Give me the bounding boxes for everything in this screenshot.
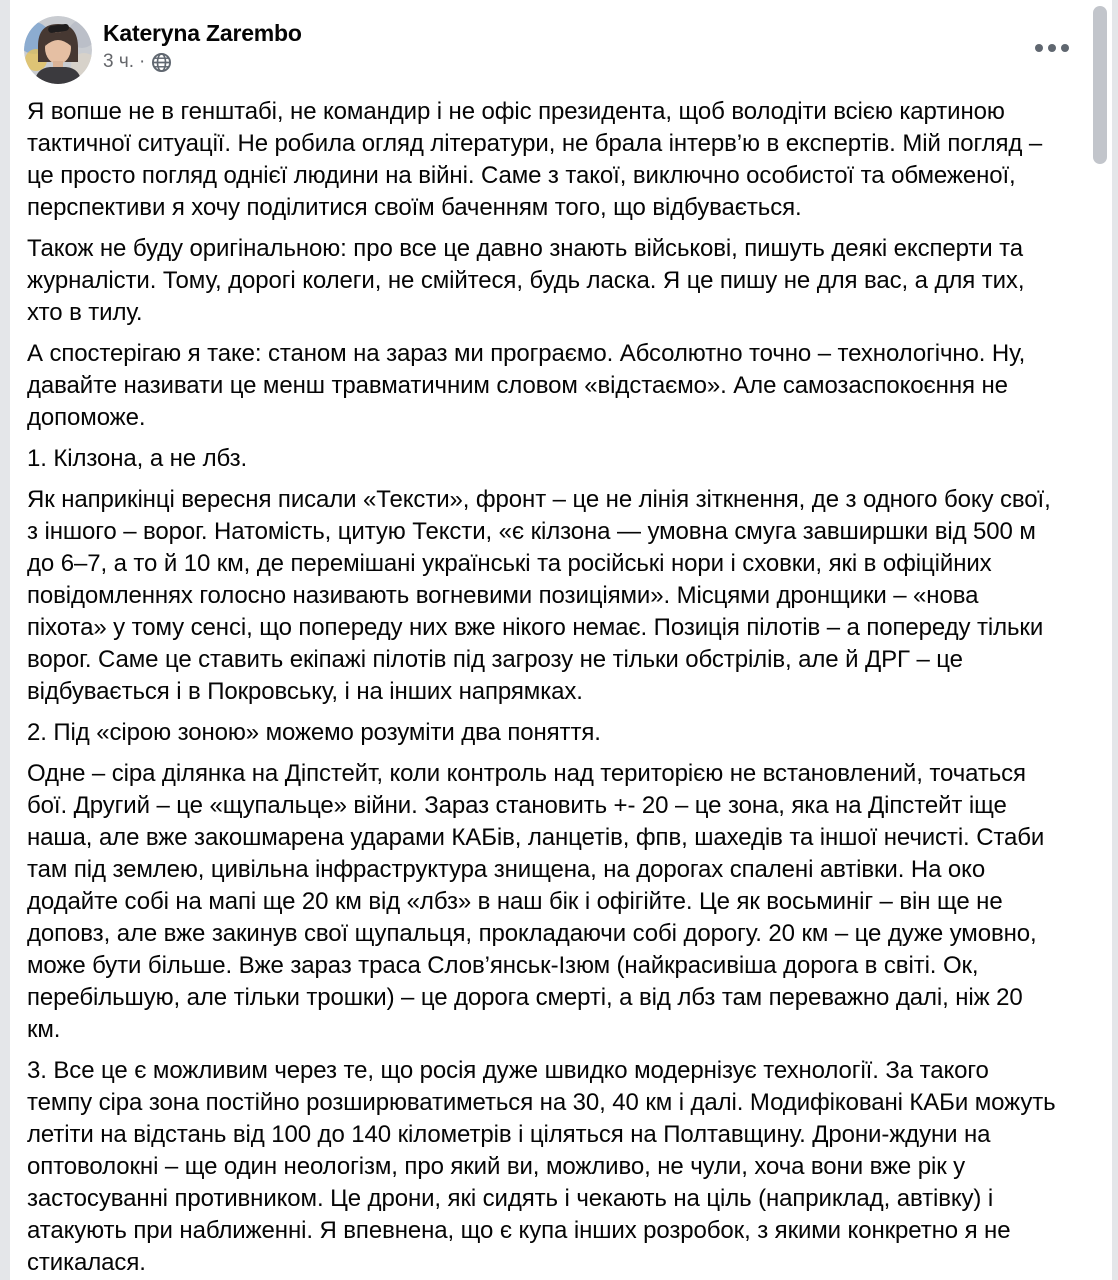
post-paragraph: Я вопше не в генштабі, не командир і не офіс президента, щоб володіти всією картиною тактичної ситуації. Не робила огляд літератури, не брала інтерв’ю в експертів. Мій погляд – це просто погляд однієї людини на війні. Саме з такої, виключно особистої та обмеженої, перспективи я хочу поділитися своїм баченням того, що відбувається. bbox=[27, 98, 1043, 221]
header-text bbox=[103, 16, 302, 73]
timestamp[interactable]: 3 ч. bbox=[103, 51, 135, 72]
post-body bbox=[24, 96, 1058, 1279]
globe-icon bbox=[152, 53, 171, 72]
post-paragraph: 3. Все це є можливим через те, що росія дуже швидко модернізує технології. За такого темпу сіра зона постійно розширюватиметься на 30, 40 км і далі. Модифіковані КАБи можуть летіти на відстань від 100 до 140 кілометрів і ціляться на Полтавщину. Дрони-ждуни на оптоволокні – ще один неологізм, про який ви, можливо, не чули, хоча вони вже рік у застосуванні противником. Це дрони, які сидять і чекають на ціль (наприклад, автівку) і атакують при наближенні. Я впевнена, що є купа інших розробок, з якими конкретно я не стикалася. bbox=[27, 1057, 1056, 1276]
post-header bbox=[24, 16, 1058, 84]
meta-separator: · bbox=[139, 51, 146, 72]
post-meta bbox=[103, 51, 302, 73]
ellipsis-icon bbox=[1048, 44, 1056, 52]
post-paragraph: Також не буду оригінальною: про все це давно знають військові, пишуть деякі експерти та журналісти. Тому, дорогі колеги, не смійтеся, будь ласка. Я це пишу не для вас, а для тих, хто в тилу. bbox=[27, 235, 1025, 326]
more-options-button[interactable] bbox=[1024, 30, 1080, 66]
profile-photo bbox=[24, 16, 92, 84]
avatar[interactable] bbox=[24, 16, 92, 84]
ellipsis-icon bbox=[1061, 44, 1069, 52]
author-name[interactable]: Kateryna Zarembo bbox=[103, 20, 302, 46]
post-paragraph: А спостерігаю я таке: станом на зараз ми програємо. Абсолютно точно – технологічно. Ну, давайте називати це менш травматичним словом «відстаємо». Але самозаспокоєння не допоможе. bbox=[27, 340, 1026, 431]
post-paragraph: 2. Під «сірою зоною» можемо розуміти два поняття. bbox=[27, 719, 601, 746]
post-paragraph: 1. Кілзона, а не лбз. bbox=[27, 445, 248, 472]
ellipsis-icon bbox=[1035, 44, 1043, 52]
post-paragraph: Як наприкінці вересня писали «Тексти», фронт – це не лінія зіткнення, де з одного боку свої, з іншого – ворог. Натомість, цитую Тексти, «є кілзона — умовна смуга завширшки від 500 м до 6–7, а то й 10 км, де перемішані українські та російські нори і сховки, які в офіційних повідомленнях голосно називають вогневими позиціями». Місцями дронщики – «нова піхота» у тому сенсі, що попереду них вже нікого немає. Позиція пілотів – а попереду тільки ворог. Саме це ставить екіпажі пілотів під загрозу не тільки обстрілів, але й ДРГ – це відбувається і в Покровську, і на інших напрямках. bbox=[27, 486, 1051, 705]
post-paragraph: Одне – сіра ділянка на Діпстейт, коли контроль над територією не встановлений, точаться бої. Другий – це «щупальце» війни. Зараз становить +- 20 – це зона, яка на Діпстейт іще наша, але вже закошмарена ударами КАБів, ланцетів, фпв, шахедів та іншої нечисті. Стаби там під землею, цивільна інфраструктура знищена, на дорогах спалені автівки. На око додайте собі на мапі ще 20 км від «лбз» в наш бік і офігійте. Це як восьминіг – він ще не доповз, але вже закинув свої щупальця, прокладаючи собі дорогу. 20 км – це дуже умовно, може бути більше. Вже зараз траса Слов’янськ-Ізюм (найкрасивіша дорога в світі. Ок, перебільшую, але тільки трошки) – це дорога смерті, а від лбз там переважно далі, ніж 20 км. bbox=[27, 760, 1045, 1043]
